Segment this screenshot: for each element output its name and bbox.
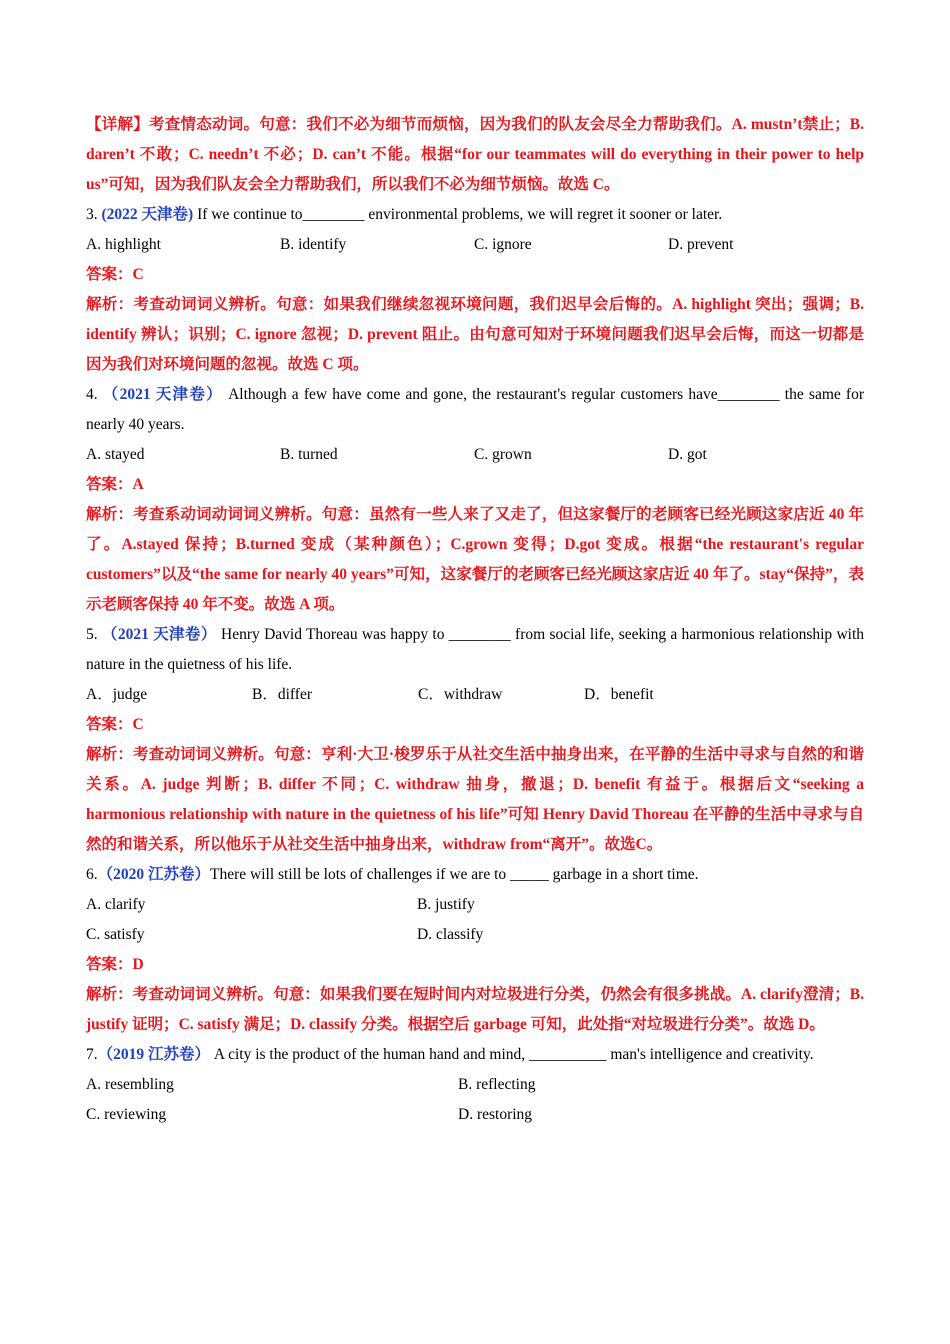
document-page <box>86 110 864 1130</box>
question-7 <box>86 1040 864 1070</box>
option-a: A. stayed <box>86 446 145 463</box>
question-4-answer: 答案：A <box>86 476 144 493</box>
question-stem: A city is the product of the human hand and mind, __________ man's intelligence and creativity. <box>210 1046 814 1063</box>
option-b: B. justify <box>417 896 475 913</box>
option-b: B. turned <box>280 446 338 463</box>
option-a: A. highlight <box>86 236 161 253</box>
question-3-analysis: 解析：考查动词词义辨析。句意：如果我们继续忽视环境问题，我们迟早会后悔的。A. highlight 突出；强调；B. identify 辨认；识别；C. ignore 忽视；D. prevent 阻止。由句意可知对于环境问题我们迟早会后悔，而这一切都是因为我们对环境问题的忽视。故选 C 项。 <box>86 296 864 373</box>
option-c: C. reviewing <box>86 1106 167 1123</box>
question-number: 4. <box>86 386 103 403</box>
question-7-options-row-2 <box>86 1100 864 1130</box>
option-a: A. clarify <box>86 896 146 913</box>
option-d: D. classify <box>417 926 484 943</box>
question-4 <box>86 380 864 440</box>
option-d: D. restoring <box>458 1106 533 1123</box>
question-3 <box>86 200 864 230</box>
question-6-analysis: 解析：考查动词词义辨析。句意：如果我们要在短时间内对垃圾进行分类，仍然会有很多挑战。A. clarify澄清；B. justify 证明；C. satisfy 满足；D. classify 分类。根据空后 garbage 可知，此处指“对垃圾进行分类”。故选 D。 <box>86 986 864 1033</box>
question-4-options <box>86 440 864 470</box>
question-5 <box>86 620 864 680</box>
option-d: D. got <box>668 446 707 463</box>
question-6-answer: 答案：D <box>86 956 144 973</box>
question-source: （2021 天津卷） <box>101 626 217 643</box>
question-source: （2021 天津卷） <box>102 386 223 403</box>
question-3-answer: 答案：C <box>86 266 144 283</box>
option-b: B．differ <box>252 686 312 703</box>
option-a: A. resembling <box>86 1076 174 1093</box>
option-d: D．benefit <box>584 686 654 703</box>
option-b: B. identify <box>280 236 347 253</box>
option-c: C．withdraw <box>418 686 503 703</box>
question-6-options-row-1 <box>86 890 864 920</box>
question-stem: There will still be lots of challenges if we are to _____ garbage in a short time. <box>210 866 699 883</box>
option-c: C. satisfy <box>86 926 145 943</box>
question-stem: If we continue to________ environmental problems, we will regret it sooner or later. <box>193 206 723 223</box>
question-5-analysis: 解析：考查动词词义辨析。句意：亨利·大卫·梭罗乐于从社交生活中抽身出来，在平静的生活中寻求与自然的和谐关系。A. judge 判断；B. differ 不同；C. withdraw 抽身，撤退；D. benefit 有益于。根据后文“seeking a harmonious relationship with nature in the quietness of his life”可知 Henry David Thoreau 在平静的生活中寻求与自然的和谐关系，所以他乐于从社交生活中抽身出来，withdraw from“离开”。故选C。 <box>86 746 864 853</box>
option-d: D. prevent <box>668 236 734 253</box>
question-6 <box>86 860 864 890</box>
question-6-options-row-2 <box>86 920 864 950</box>
option-a: A．judge <box>86 686 148 703</box>
question-stem: Henry David Thoreau was happy to ________ from social life, seeking a harmonious relationship with nature in the quietness of his life. <box>86 626 865 673</box>
intro-explanation: 【详解】考查情态动词。句意：我们不必为细节而烦恼，因为我们的队友会尽全力帮助我们。A. mustn’t禁止；B. daren’t 不敢；C. needn’t 不必；D. can’t 不能。根据“for our teammates will do everything in their power to help us”可知，因为我们队友会全力帮助我们，所以我们不必为细节烦恼。故选 C。 <box>86 116 864 193</box>
option-c: C. ignore <box>474 236 532 253</box>
question-source: (2022 天津卷) <box>101 206 194 223</box>
question-number: 3. <box>86 206 102 223</box>
question-stem: Although a few have come and gone, the restaurant's regular customers have________ the same for nearly 40 years. <box>86 386 864 433</box>
question-source: （2020 江苏卷） <box>97 866 211 883</box>
question-number: 5. <box>86 626 102 643</box>
question-5-options <box>86 680 864 710</box>
question-number: 6. <box>86 866 98 883</box>
question-number: 7. <box>86 1046 98 1063</box>
question-5-answer: 答案：C <box>86 716 144 733</box>
question-7-options-row-1 <box>86 1070 864 1100</box>
question-4-analysis: 解析：考查系动词动词词义辨析。句意：虽然有一些人来了又走了，但这家餐厅的老顾客已经光顾这家店近 40 年了。A.stayed 保持；B.turned 变成（某种颜色）；C.grown 变得；D.got 变成。根据“the restaurant's regular customers”以及“the same for nearly 40 years”可知，这家餐厅的老顾客已经光顾这家店近 40 年了。stay“保持”，表示老顾客保持 40 年不变。故选 A 项。 <box>86 506 864 613</box>
option-c: C. grown <box>474 446 532 463</box>
question-source: （2019 江苏卷） <box>97 1046 211 1063</box>
option-b: B. reflecting <box>458 1076 536 1093</box>
question-3-options <box>86 230 864 260</box>
